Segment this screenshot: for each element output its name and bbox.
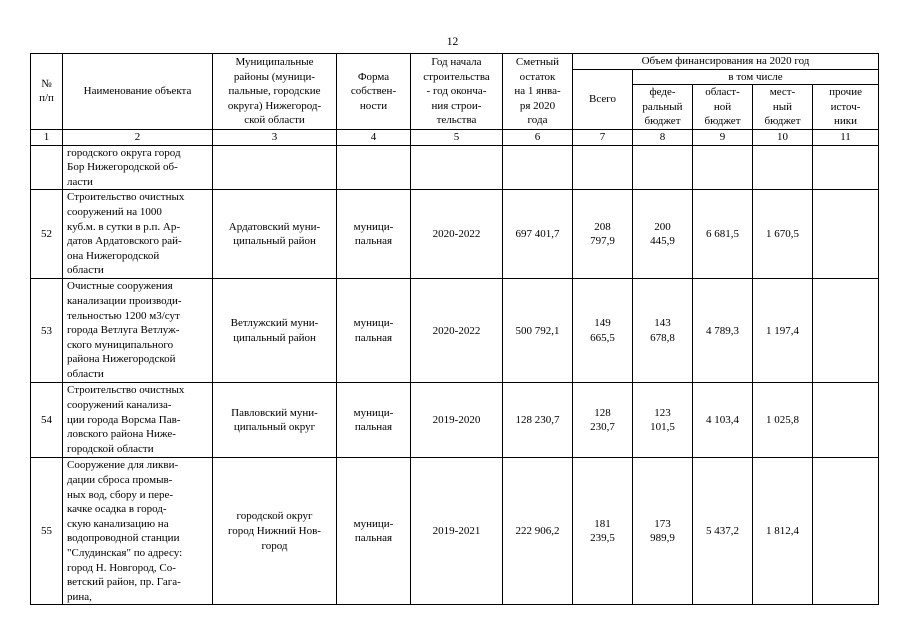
cell-name-line: города Ветлуга Ветлуж- — [67, 324, 180, 337]
cell-ownership-line: пальная — [354, 532, 393, 545]
header-name: Наименование объекта — [63, 54, 213, 130]
cell-ownership — [337, 279, 411, 383]
cell-name-line: дации сброса промыв- — [67, 473, 173, 486]
cell-total-line: 128 — [594, 406, 611, 419]
cell-total-line: 230,7 — [590, 421, 615, 434]
cell-name-line: ных вод, сбору и пере- — [67, 488, 174, 501]
column-number: 2 — [63, 129, 213, 145]
cell-years: 2020-2022 — [411, 190, 503, 279]
cell-district — [213, 458, 337, 605]
cell-ownership-line: пальная — [354, 235, 393, 248]
header-including: в том числе — [633, 69, 879, 85]
column-number: 3 — [213, 129, 337, 145]
header-district: Муниципальные районы (муници- пальные, городские округа) Нижегород- ской области — [213, 54, 337, 130]
cell-federal — [633, 190, 693, 279]
header-balance: Сметный остаток на 1 янва- ря 2020 года — [503, 54, 573, 130]
cell-ownership-line: муници- — [353, 220, 394, 233]
cell-name-line: скую канализацию на — [67, 517, 169, 530]
cell-regional — [693, 145, 753, 190]
header-other: прочие источ- ники — [813, 85, 879, 130]
cell-name — [63, 145, 213, 190]
cell-ownership-line: пальная — [354, 421, 393, 434]
cell-name-line: городской области — [67, 442, 154, 455]
cell-name-line: Строительство очистных — [67, 384, 185, 397]
cell-years — [411, 145, 503, 190]
cell-name-line: района Нижегородской — [67, 353, 176, 366]
cell-name-line: Очистные сооружения — [67, 280, 173, 293]
cell-name-line: куб.м. в сутки в р.п. Ар- — [67, 220, 181, 233]
cell-name-line: Строительство очистных — [67, 191, 185, 204]
cell-federal-line: 143 — [654, 317, 671, 330]
cell-num: 54 — [31, 383, 63, 458]
cell-name-line: Бор Нижегородской об- — [67, 161, 178, 174]
cell-name-line: ласти — [67, 175, 93, 188]
cell-federal — [633, 145, 693, 190]
cell-district — [213, 383, 337, 458]
cell-federal — [633, 383, 693, 458]
cell-num: 53 — [31, 279, 63, 383]
cell-district-line: ципальный район — [233, 235, 316, 248]
cell-federal-line: 445,9 — [650, 235, 675, 248]
header-total: Всего — [573, 69, 633, 129]
cell-other — [813, 458, 879, 605]
cell-name — [63, 383, 213, 458]
table-body — [31, 129, 879, 604]
column-number-row — [31, 129, 879, 145]
cell-ownership — [337, 145, 411, 190]
cell-district — [213, 279, 337, 383]
cell-other — [813, 190, 879, 279]
cell-other — [813, 279, 879, 383]
cell-total-line: 665,5 — [590, 331, 615, 344]
cell-total-line: 208 — [594, 220, 611, 233]
header-federal: феде- ральный бюджет — [633, 85, 693, 130]
cell-ownership — [337, 458, 411, 605]
cell-regional: 5 437,2 — [693, 458, 753, 605]
cell-district-line: городской округ — [236, 510, 313, 523]
cell-district-line: Ардатовский муни- — [228, 220, 321, 233]
column-number: 8 — [633, 129, 693, 145]
cell-num — [31, 145, 63, 190]
header-num: № п/п — [31, 54, 63, 130]
page-number: 12 — [446, 36, 459, 48]
cell-district-line: Ветлужский муни- — [230, 317, 319, 330]
cell-balance: 222 906,2 — [503, 458, 573, 605]
cell-federal-line: 173 — [654, 517, 671, 530]
cell-balance: 500 792,1 — [503, 279, 573, 383]
column-number: 10 — [753, 129, 813, 145]
cell-years: 2019-2020 — [411, 383, 503, 458]
column-number: 1 — [31, 129, 63, 145]
column-number: 7 — [573, 129, 633, 145]
cell-ownership-line: муници- — [353, 517, 394, 530]
cell-total-line: 797,9 — [590, 235, 615, 248]
cell-name — [63, 458, 213, 605]
cell-federal — [633, 279, 693, 383]
cell-years: 2020-2022 — [411, 279, 503, 383]
cell-district-line: город — [261, 539, 288, 552]
header-funding: Объем финансирования на 2020 год — [573, 54, 879, 70]
cell-name-line: тельностью 1200 м3/сут — [67, 309, 180, 322]
table-row — [31, 145, 879, 190]
cell-name-line: ского муниципального — [67, 338, 174, 351]
cell-local: 1 812,4 — [753, 458, 813, 605]
table-row — [31, 383, 879, 458]
cell-name-line: ловского района Ниже- — [67, 428, 176, 441]
cell-federal-line: 123 — [654, 406, 671, 419]
cell-ownership — [337, 190, 411, 279]
header-regional: област- ной бюджет — [693, 85, 753, 130]
cell-total — [573, 279, 633, 383]
table-row — [31, 190, 879, 279]
cell-name-line: город Н. Новгород, Со- — [67, 561, 176, 574]
cell-ownership — [337, 383, 411, 458]
financing-table — [30, 53, 879, 605]
cell-name-line: "Слудинская" по адресу: — [67, 546, 183, 559]
cell-district-line: город Нижний Нов- — [228, 525, 321, 538]
table-row — [31, 279, 879, 383]
cell-name-line: области — [67, 367, 104, 380]
cell-name-line: датов Ардатовского рай- — [67, 235, 182, 248]
cell-total-line: 149 — [594, 317, 611, 330]
cell-regional: 6 681,5 — [693, 190, 753, 279]
column-number: 9 — [693, 129, 753, 145]
cell-federal-line: 200 — [654, 220, 671, 233]
cell-name-line: канализации производи- — [67, 294, 182, 307]
cell-ownership-line: пальная — [354, 331, 393, 344]
column-number: 4 — [337, 129, 411, 145]
header-local: мест- ный бюджет — [753, 85, 813, 130]
cell-name-line: ветский район, пр. Гага- — [67, 576, 181, 589]
cell-other — [813, 383, 879, 458]
cell-total — [573, 458, 633, 605]
cell-local: 1 197,4 — [753, 279, 813, 383]
cell-district-line: ципальный округ — [233, 421, 316, 434]
cell-balance: 697 401,7 — [503, 190, 573, 279]
cell-name-line: Сооружение для ликви- — [67, 459, 179, 472]
cell-district-line: ципальный район — [233, 331, 316, 344]
cell-district — [213, 190, 337, 279]
cell-district-line: Павловский муни- — [231, 406, 318, 419]
cell-federal-line: 678,8 — [650, 331, 675, 344]
cell-ownership-line: муници- — [353, 406, 394, 419]
cell-name-line: области — [67, 264, 104, 277]
cell-name-line: она Нижегородской — [67, 249, 160, 262]
cell-regional: 4 103,4 — [693, 383, 753, 458]
column-number: 6 — [503, 129, 573, 145]
cell-name-line: качке осадка в город- — [67, 503, 167, 516]
table-row — [31, 458, 879, 605]
cell-regional: 4 789,3 — [693, 279, 753, 383]
cell-balance — [503, 145, 573, 190]
cell-num: 52 — [31, 190, 63, 279]
cell-local: 1 025,8 — [753, 383, 813, 458]
column-number: 5 — [411, 129, 503, 145]
column-number: 11 — [813, 129, 879, 145]
cell-name-line: рина, — [67, 590, 92, 603]
cell-name-line: городского округа город — [67, 146, 181, 159]
cell-name — [63, 279, 213, 383]
table-header — [31, 54, 879, 130]
cell-ownership-line: муници- — [353, 317, 394, 330]
cell-name — [63, 190, 213, 279]
cell-name-line: сооружений на 1000 — [67, 205, 162, 218]
cell-years: 2019-2021 — [411, 458, 503, 605]
cell-federal-line: 101,5 — [650, 421, 675, 434]
cell-num: 55 — [31, 458, 63, 605]
cell-balance: 128 230,7 — [503, 383, 573, 458]
cell-name-line: сооружений канализа- — [67, 398, 172, 411]
cell-local — [753, 145, 813, 190]
cell-name-line: водопроводной станции — [67, 532, 180, 545]
cell-total — [573, 145, 633, 190]
cell-local: 1 670,5 — [753, 190, 813, 279]
cell-district — [213, 145, 337, 190]
cell-other — [813, 145, 879, 190]
cell-federal-line: 989,9 — [650, 532, 675, 545]
cell-total-line: 181 — [594, 517, 611, 530]
header-ownership: Форма собствен- ности — [337, 54, 411, 130]
cell-total — [573, 190, 633, 279]
cell-total-line: 239,5 — [590, 532, 615, 545]
cell-federal — [633, 458, 693, 605]
cell-total — [573, 383, 633, 458]
cell-name-line: ции города Ворсма Пав- — [67, 413, 181, 426]
header-years: Год начала строительства - год оконча- ния строи- тельства — [411, 54, 503, 130]
